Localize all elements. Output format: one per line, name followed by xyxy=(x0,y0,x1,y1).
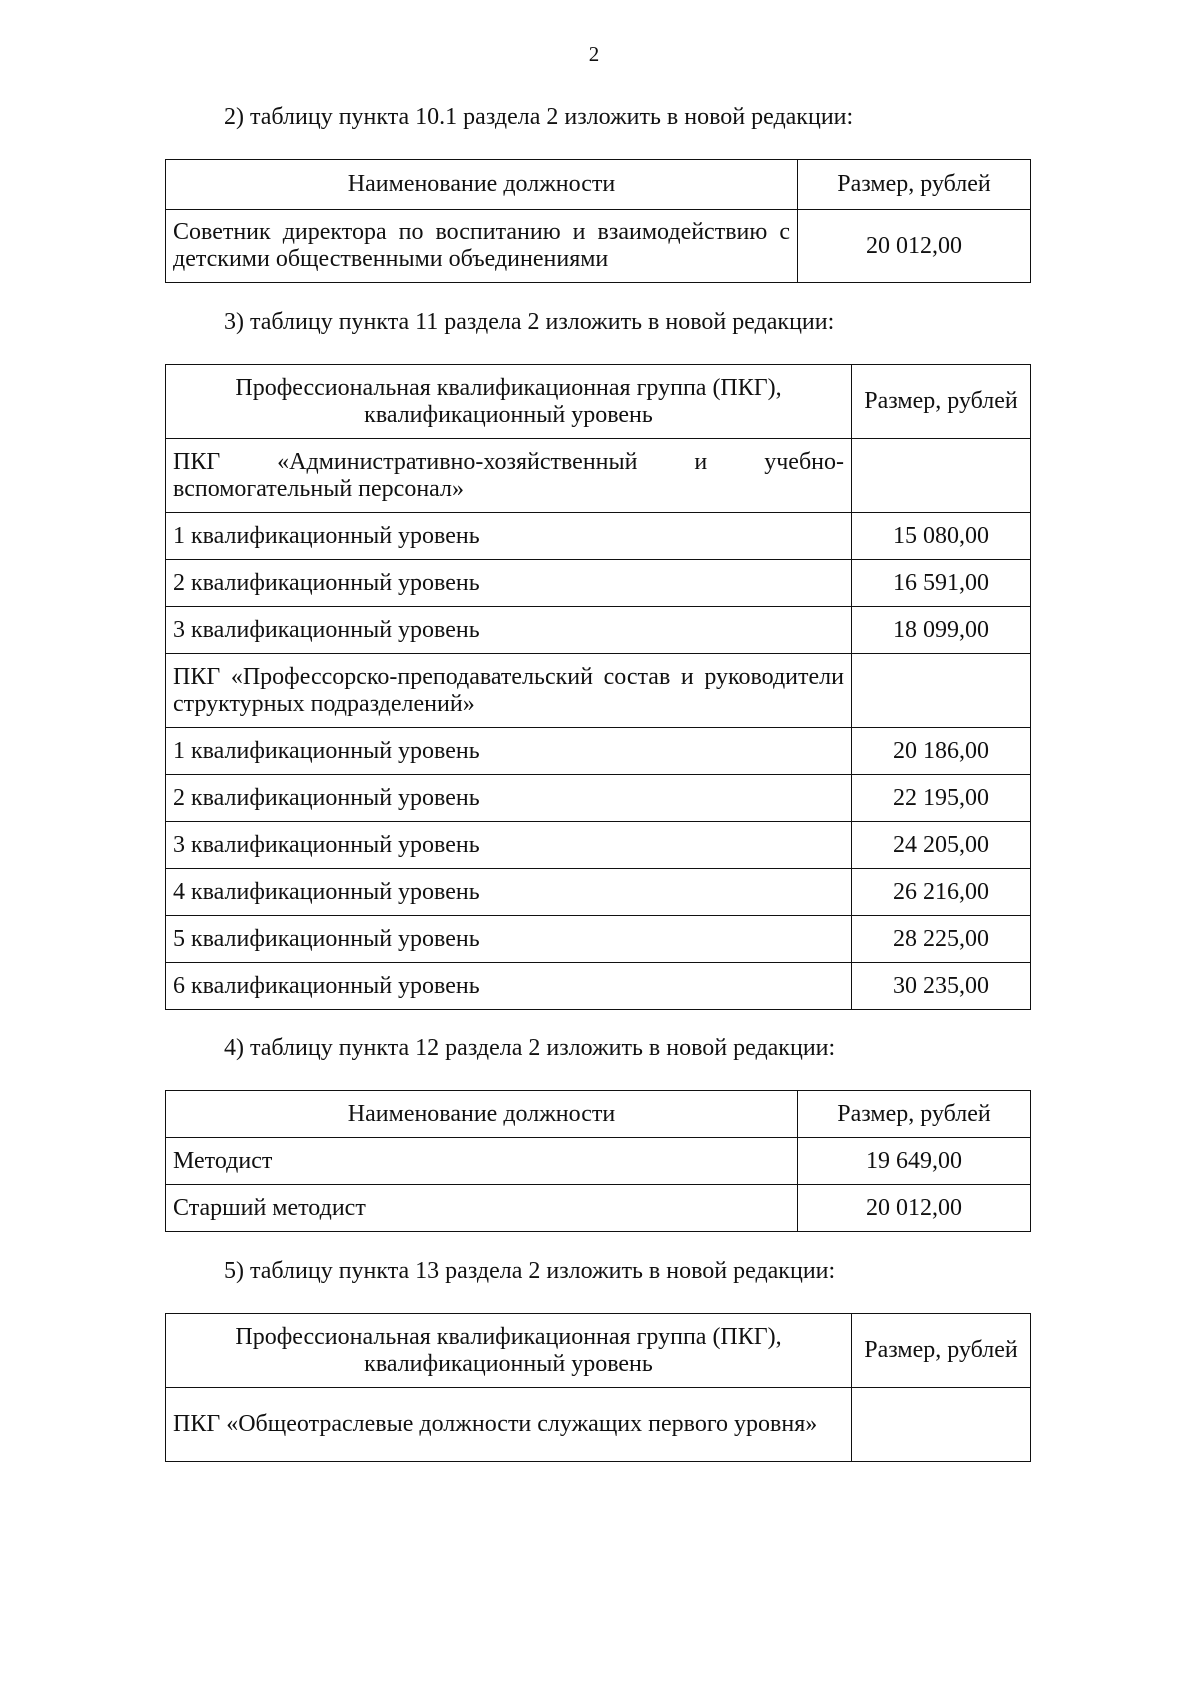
row-name: Старший методист xyxy=(166,1185,798,1232)
row-name: Советник директора по воспитанию и взаимодействию с детскими общественными объединениями xyxy=(166,210,798,283)
row-value: 19 649,00 xyxy=(798,1138,1031,1185)
table-13 xyxy=(165,1313,1031,1462)
table-header-row xyxy=(166,1091,1031,1138)
row-name: 1 квалификационный уровень xyxy=(166,513,852,560)
header-size: Размер, рублей xyxy=(798,160,1031,210)
table-row xyxy=(166,916,1031,963)
header-group-level: Профессиональная квалификационная группа (ПКГ), квалификационный уровень xyxy=(166,365,852,439)
row-value: 20 012,00 xyxy=(798,1185,1031,1232)
row-name: 1 квалификационный уровень xyxy=(166,728,852,775)
section-2-intro: 2) таблицу пункта 10.1 раздела 2 изложить в новой редакции: xyxy=(224,104,854,130)
header-size: Размер, рублей xyxy=(852,1314,1031,1388)
row-value xyxy=(852,1388,1031,1462)
row-value: 22 195,00 xyxy=(852,775,1031,822)
section-5-intro: 5) таблицу пункта 13 раздела 2 изложить в новой редакции: xyxy=(224,1258,836,1284)
row-value xyxy=(852,439,1031,513)
table-row xyxy=(166,1185,1031,1232)
table-row xyxy=(166,210,1031,283)
row-value: 20 186,00 xyxy=(852,728,1031,775)
table-row xyxy=(166,513,1031,560)
row-name: 3 квалификационный уровень xyxy=(166,822,852,869)
row-name: ПКГ «Общеотраслевые должности служащих первого уровня» xyxy=(166,1388,852,1462)
table-row xyxy=(166,963,1031,1010)
table-header-row xyxy=(166,365,1031,439)
row-value: 15 080,00 xyxy=(852,513,1031,560)
row-name: 6 квалификационный уровень xyxy=(166,963,852,1010)
table-row xyxy=(166,607,1031,654)
row-value xyxy=(852,654,1031,728)
header-position-name: Наименование должности xyxy=(166,1091,798,1138)
header-position-name: Наименование должности xyxy=(166,160,798,210)
row-name: ПКГ «Административно-хозяйственный и учебно-вспомогательный персонал» xyxy=(166,439,852,513)
table-10-1 xyxy=(165,159,1031,283)
header-size: Размер, рублей xyxy=(852,365,1031,439)
table-row xyxy=(166,728,1031,775)
row-value: 30 235,00 xyxy=(852,963,1031,1010)
table-row xyxy=(166,560,1031,607)
row-name: 4 квалификационный уровень xyxy=(166,869,852,916)
section-3-intro: 3) таблицу пункта 11 раздела 2 изложить в новой редакции: xyxy=(224,309,835,335)
row-name: Методист xyxy=(166,1138,798,1185)
section-4-intro: 4) таблицу пункта 12 раздела 2 изложить в новой редакции: xyxy=(224,1035,836,1061)
table-row-group xyxy=(166,439,1031,513)
row-name: ПКГ «Профессорско-преподавательский состав и руководители структурных подразделений» xyxy=(166,654,852,728)
table-11 xyxy=(165,364,1031,1010)
row-value: 16 591,00 xyxy=(852,560,1031,607)
row-name: 3 квалификационный уровень xyxy=(166,607,852,654)
header-size: Размер, рублей xyxy=(798,1091,1031,1138)
table-row-group xyxy=(166,1388,1031,1462)
row-value: 24 205,00 xyxy=(852,822,1031,869)
row-name: 2 квалификационный уровень xyxy=(166,560,852,607)
row-value: 26 216,00 xyxy=(852,869,1031,916)
header-group-level: Профессиональная квалификационная группа (ПКГ), квалификационный уровень xyxy=(166,1314,852,1388)
table-row xyxy=(166,775,1031,822)
row-value: 20 012,00 xyxy=(798,210,1031,283)
table-row xyxy=(166,1138,1031,1185)
table-header-row xyxy=(166,160,1031,210)
row-value: 28 225,00 xyxy=(852,916,1031,963)
page-number: 2 xyxy=(588,42,600,66)
row-value: 18 099,00 xyxy=(852,607,1031,654)
row-name: 5 квалификационный уровень xyxy=(166,916,852,963)
table-header-row xyxy=(166,1314,1031,1388)
table-row xyxy=(166,822,1031,869)
table-row xyxy=(166,869,1031,916)
table-row-group xyxy=(166,654,1031,728)
row-name: 2 квалификационный уровень xyxy=(166,775,852,822)
table-12 xyxy=(165,1090,1031,1232)
